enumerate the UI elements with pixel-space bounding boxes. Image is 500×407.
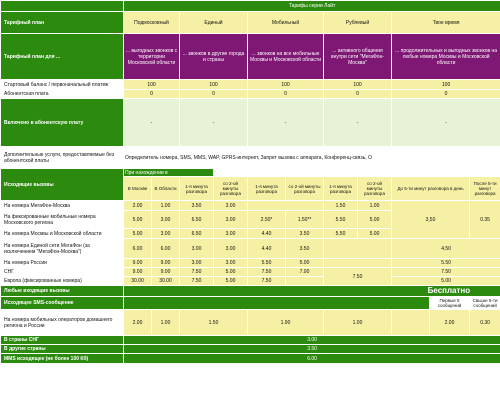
cell: 3.00 [214,201,248,211]
cell: 1.50 [180,310,248,336]
subscription-label: Абонентская плата [1,90,124,99]
tvoe-region: 4.50 [392,239,500,259]
cell: 1.00 [324,310,392,336]
cell: 7.50 [248,268,286,277]
sub-after-five: После 5-ти минут разговора [470,177,500,201]
sms-label: Исходящее SMS-сообщение [1,297,124,310]
cell: 5.50 [248,259,286,268]
start-balance-1: 100 [180,80,248,90]
cell: 3.00 [214,239,248,259]
start-balance-0: 100 [124,80,180,90]
tvoe-after-5: 0.35 [470,201,500,239]
start-balance-2: 100 [248,80,324,90]
tvoe-russia: 5.50 [392,259,500,268]
extra-services-label: Дополнительные услуги, предоставляемые без абонентской платы [1,147,124,169]
sms-other-value: 3.50 [124,345,500,354]
cell: 3.50 [180,201,214,211]
group-title: Тарифы серии Лайт [124,1,500,12]
sms-rest-header: Свыше 5-ти сообщений [470,297,500,310]
mms-value: 6.00 [124,354,500,364]
sub-second-min-3: со 2-ой минуты разговора [358,177,392,201]
sms-cis-label: В страны СНГ [1,336,124,345]
sub-moscow: В Москве [124,177,152,201]
subscription-3: 0 [324,90,392,99]
cell: 3.00 [214,229,248,239]
plan-name-0: Подмосковный [124,12,180,34]
cell: 6.50 [180,211,214,229]
plan-desc-1: ... звонков в другие города и страны [180,34,248,80]
row-fixed-mobile-label: На фиксированные мобильные номера Московского региона [1,211,124,229]
rublevy-cis: 7.50 [324,268,392,286]
sms-home-label: На номера мобильных операторов домашнего региона и России [1,310,124,336]
cell: 3.00 [152,229,180,239]
included-2: - [248,99,324,147]
cell [324,259,392,268]
subscription-1: 0 [180,90,248,99]
cell: 9.00 [124,268,152,277]
subscription-0: 0 [124,90,180,99]
cell: 9.00 [124,259,152,268]
plan-desc-2: ... звонков на все мобильные Москвы и Московской области [248,34,324,80]
cell: 5.00 [214,277,248,286]
cell: 3.00 [180,259,214,268]
cell: 6.50 [180,229,214,239]
row-cis-label: СНГ [1,268,124,277]
row-europe-label: Европа (фиксированные номера) [1,277,124,286]
cell: 1.00 [358,201,392,211]
sub-first-min-1: 1-я минута разговора [180,177,214,201]
cell: 7.50 [248,277,286,286]
cell: 5.00 [124,229,152,239]
plan-name-3: Рублевый [324,12,392,34]
cell: 1.00 [152,310,180,336]
included-0: - [124,99,180,147]
sub-second-min-1: со 2-ой минуты разговора [214,177,248,201]
subscription-2: 0 [248,90,324,99]
plan-for-label: Тарифный план для ... [1,34,124,80]
cell: 1.50** [286,211,324,229]
cell: 3.00 [214,259,248,268]
cell: 2.00 [430,310,470,336]
start-balance-4: 100 [392,80,500,90]
cell: 0.30 [470,310,500,336]
tvoe-first-5: 3,50 [392,201,470,239]
cell: 9.00 [152,268,180,277]
cell: 5.00 [286,259,324,268]
row-russia-label: На номера России [1,259,124,268]
cell: 30.00 [124,277,152,286]
cell: 3.00 [180,239,214,259]
spacer [214,169,500,177]
incoming-value: Бесплатно [124,286,500,297]
sub-first-min-3: 1-я минута разговора [324,177,358,201]
cell [392,310,430,336]
sms-cis-value: 3.00 [124,336,500,345]
cell: 6.00 [152,239,180,259]
included-4: - [392,99,500,147]
start-balance-label: Стартовый баланс / первоначальный платеж [1,80,124,90]
cell: 5.00 [124,211,152,229]
cell: 30.00 [152,277,180,286]
sub-second-min-2: со 2-ой минуты разговора [286,177,324,201]
row-unified-label: На номера Единой сети МегаФон (за исключением "МегаФон-Москва") [1,239,124,259]
sms-first-header: Первые 5 сообщений [430,297,470,310]
cell: 3.00 [152,211,180,229]
cell: 5.50 [324,211,358,229]
cell [248,201,324,211]
sms-spacer [124,297,430,310]
cell: 5.00 [358,229,392,239]
cell: 5.00 [358,211,392,229]
cell: 1.00 [152,201,180,211]
plan-label: Тарифный план [1,12,124,34]
start-balance-3: 100 [324,80,392,90]
cell: 5.00 [214,268,248,277]
cell: 1.50 [324,201,358,211]
row-megafon-label: На номера МегаФон-Москва [1,201,124,211]
sub-five-min: До 5-ти минут разговора в день [392,177,470,201]
cell: 2.00 [124,310,152,336]
included-label: Включено в абонентскую плату [1,99,124,147]
extra-services-value: Определитель номера, SMS, MMS, WAP, GPRS-интернет, Запрет вызова с аппарата, Конференц-связь, О [124,147,500,169]
cell: 6.00 [124,239,152,259]
cell: 7.00 [286,268,324,277]
cell [286,277,324,286]
cell [324,239,392,259]
cell: 4.40 [248,239,286,259]
sms-other-label: В другие страны [1,345,124,354]
cell: 3.50 [286,239,324,259]
plan-desc-4: ... продолжительных и выгодных звонков на любые номера Москвы и Московской области [392,34,500,80]
plan-name-1: Единый [180,12,248,34]
cell: 7.50 [180,268,214,277]
outgoing-label: Исходящие вызовы [1,169,124,201]
cell: 4.40 [248,229,286,239]
incoming-label: Любые входящие вызовы [1,286,124,297]
mms-label: MMS исходящее (не более 100 Кб) [1,354,124,364]
cell: 7.50 [180,277,214,286]
corner-cell [1,1,124,12]
plan-name-2: Мобильный [248,12,324,34]
cell: 3.00 [214,211,248,229]
cell: 2.00 [124,201,152,211]
subscription-4: 0 [392,90,500,99]
tvoe-cis: 7.50 [392,268,500,277]
cell: 9.00 [152,259,180,268]
included-3: - [324,99,392,147]
included-1: - [180,99,248,147]
cell: 3.50 [286,229,324,239]
cell: 5.50 [324,229,358,239]
row-moscow-label: На номера Москвы и Московской области [1,229,124,239]
sub-first-min-2: 1-я минута разговора [248,177,286,201]
home-region-label: При нахождении в [124,169,214,177]
cell: 2.50* [248,211,286,229]
plan-name-4: Твое время [392,12,500,34]
rublevy-europe: 5.00 [392,277,500,286]
plan-desc-0: ... выгодных звонков с территории Московской области [124,34,180,80]
cell: 1.90 [248,310,324,336]
sub-region: В Области [152,177,180,201]
plan-desc-3: ... активного общения внутри сети "МегаФон-Москва" [324,34,392,80]
